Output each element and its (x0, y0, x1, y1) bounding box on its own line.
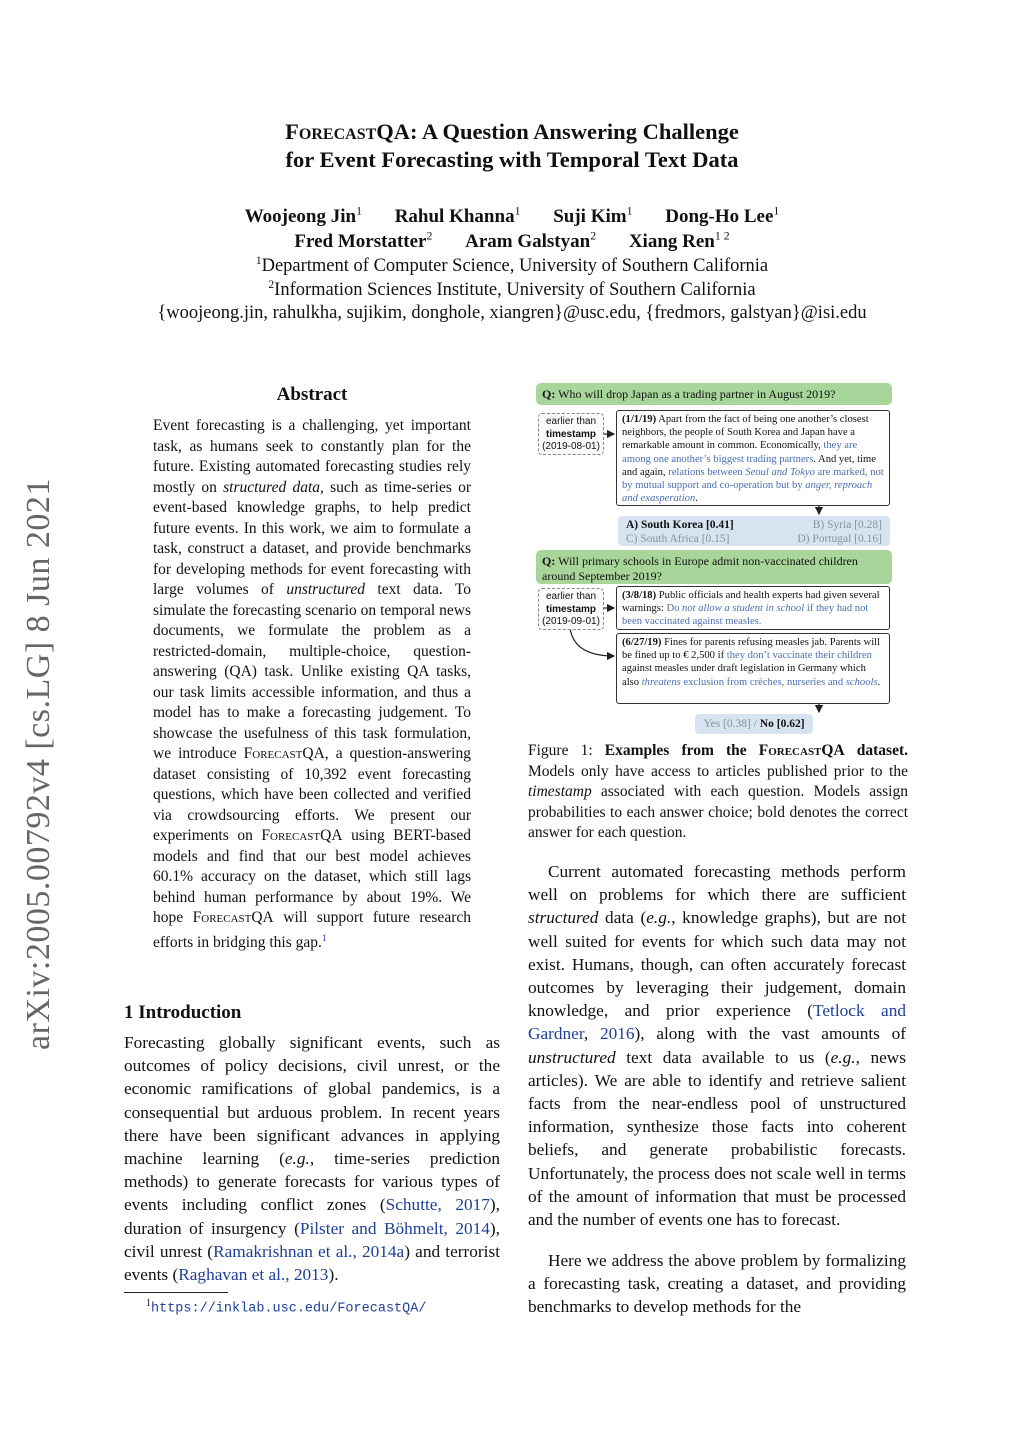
figure-caption: Figure 1: Examples from the ForecastQA dataset. Models only have access to articles published prior to the timestamp associated with each question. Models assign probabilities to each answer choice; bold denotes the correct answer for each question. (528, 742, 908, 841)
footnote: $^1$https://inklab.usc.edu/ForecastQA/ (146, 1298, 427, 1317)
author: Xiang Ren$^{1 2}$ (628, 230, 730, 253)
authors-row-1 (0, 205, 1024, 228)
answer-correct: No [0.62] (759, 718, 805, 730)
article-1: (1/1/19) Apart from the fact of being one another’s closest neighbors, the people of South Korea and Japan have a remarkable amount in common. Economically, they are among one another’s biggest trading partners. And yet, time and again, relations between Seoul and Tokyo are marked, not by mutual support and co-operation but by anger, reproach and exasperation. (616, 410, 890, 506)
author: Rahul Khanna$^1$ (394, 205, 521, 228)
question-1: Q: Who will drop Japan as a trading partner in August 2019? (536, 383, 892, 405)
author: Woojeong Jin$^1$ (244, 205, 362, 228)
citation-link[interactable]: 2016 (599, 1024, 635, 1044)
section-heading-introduction: 1 Introduction (124, 1002, 242, 1023)
author: Dong-Ho Lee$^1$ (665, 205, 780, 228)
answer-correct: A) South Korea [0.41] (626, 519, 734, 531)
question-2: Q: Will primary schools in Europe admit non-vaccinated children around September 2019? (536, 550, 892, 584)
answer-choices-2: Yes [0.38] / No [0.62] (695, 714, 813, 734)
citation-link[interactable]: Pilster and Böhmelt, 2014 (299, 1218, 490, 1238)
title-line2: for Event Forecasting with Temporal Text Data (285, 147, 739, 172)
right-paragraph-2: Here we address the above problem by formalizing a forecasting task, creating a dataset, and providing benchmarks to develop methods for the (528, 1251, 906, 1317)
abstract-body: Event forecasting is a challenging, yet important task, as humans seek to constantly plan for the future. Existing automated forecasting studies rely mostly on structured data, such as time-series or event-based knowledge graphs, to help predict future events. In this work, we aim to formulate a task, construct a dataset, and provide benchmarks for developing methods for event forecasting with large volumes of unstructured text data. To simulate the forecasting scenario on temporal news documents, we formulate the problem as a restricted-domain, multiple-choice, question-answering (QA) task. Unlike existing QA tasks, our task limits accessible information, and thus a model has to make a forecasting judgement. To showcase the usefulness of this task formulation, we introduce ForecastQA, a question-answering dataset consisting of 10,392 event forecasting questions, which have been collected and verified via crowdsourcing efforts. We present our experiments on ForecastQA using BERT-based models and find that our best model achieves 60.1% accuracy on the dataset, which still lags behind human performance by about 19%. We hope ForecastQA will support future research efforts in bridging this gap.$^1$ (153, 417, 471, 951)
citation-link[interactable]: Ramakrishnan et al., 2014a (213, 1241, 405, 1261)
timestamp-box-1: earlier than timestamp (2019-08-01) (538, 413, 604, 455)
timestamp-box-2: earlier than timestamp (2019-09-01) (538, 588, 604, 630)
author-emails: {woojeong.jin, rahulkha, sujikim, donghole, xiangren}@usc.edu, {fredmors, galstyan}@isi.edu (157, 303, 867, 323)
paper-title (0, 118, 1024, 174)
footnote-mark[interactable]: 1 (321, 932, 327, 944)
right-paragraph-1: Current automated forecasting methods perform well on problems for which there are sufficient structured data (e.g., knowledge graphs), but are not well suited for events for which such data may not exist. Humans, though, can often accurately forecast outcomes by leveraging their judgement, domain knowledge, and prior experience (Tetlock and Gardner, 2016), along with the vast amounts of unstructured text data available to us (e.g., news articles). We are able to identify and retrieve salient facts from the near-endless pool of unstructured information, synthesize those facts into coherent beliefs, and generate probabilistic forecasts. Unfortunately, the process does not scale well in terms of the amount of information that must be processed and the number of events one has to forecast. (528, 862, 906, 1230)
arrow-ts2-to-article3 (570, 628, 614, 656)
author: Suji Kim$^1$ (553, 205, 633, 228)
answer-choices-1: A) South Korea [0.41] B) Syria [0.28] C) South Africa [0.15] D) Portugal [0.16] (618, 516, 890, 546)
arxiv-side-label: arXiv:2005.00792v4 [cs.LG] 8 Jun 2021 (20, 478, 57, 1050)
article-2: (3/8/18) Public officials and health experts had given several warnings: Do not allow a student in school if they had not been vaccinated against measles. (616, 586, 890, 630)
abstract-heading: Abstract (276, 384, 348, 405)
article-3: (6/27/19) Fines for parents refusing measles jab. Parents will be fined up to € 2,500 if they don’t vaccinate their children against measles under draft legislation in Germany which also threatens exclusion from crèches, nurseries and schools. (616, 633, 890, 704)
intro-paragraph: Forecasting globally significant events, such as outcomes of policy decisions, civil unrest, or the economic ramifications of global pandemics, is a consequential but arduous problem. In recent years there have been significant advances in applying machine learning (e.g., time-series prediction methods) to generate forecasts for various types of events including conflict zones (Schutte, 2017), duration of insurgency (Pilster and Böhmelt, 2014), civil unrest (Ramakrishnan et al., 2014a) and terrorist events (Raghavan et al., 2013). (124, 1033, 500, 1285)
footnote-url-link[interactable]: https://inklab.usc.edu/ForecastQA/ (151, 1301, 427, 1317)
title-line1: : A Question Answering Challenge (410, 119, 739, 144)
footnote-rule (124, 1292, 228, 1293)
author: Aram Galstyan$^2$ (465, 230, 597, 253)
affiliation-1: $^1$Department of Computer Science, University of Southern California (255, 255, 769, 277)
title-dataset-name: ForecastQA (285, 119, 411, 144)
figure-1 (530, 380, 910, 740)
citation-link[interactable]: Tetlock and Gardner (528, 1001, 906, 1044)
citation-link[interactable]: Schutte, 2017 (385, 1195, 490, 1215)
author: Fred Morstatter$^2$ (294, 230, 433, 253)
citation-link[interactable]: Raghavan et al., 2013 (178, 1265, 329, 1285)
authors-row-2 (0, 230, 1024, 253)
affiliation-2: $^2$Information Sciences Institute, University of Southern California (268, 279, 756, 301)
